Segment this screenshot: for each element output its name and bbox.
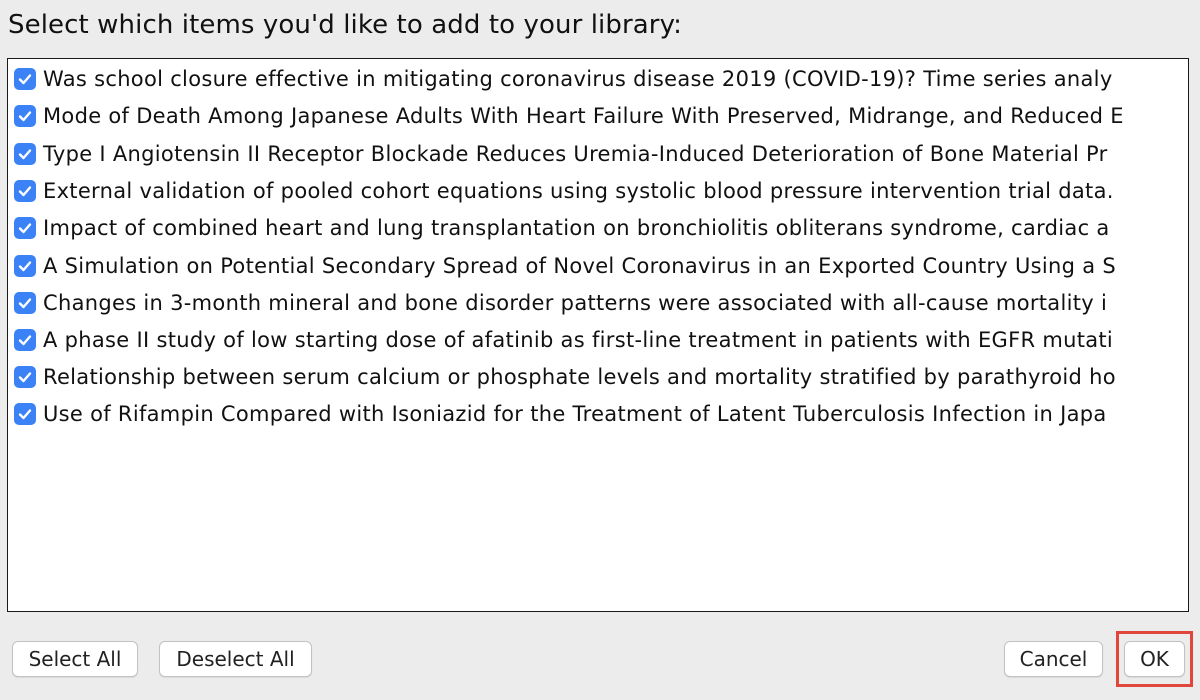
item-label: A Simulation on Potential Secondary Spread of Novel Coronavirus in an Exported Country Using a S [43, 254, 1117, 278]
checkbox-checked-icon[interactable] [14, 68, 36, 90]
item-label: Use of Rifampin Compared with Isoniazid for the Treatment of Latent Tuberculosis Infection in Japa [43, 402, 1107, 426]
list-item[interactable] [14, 176, 1114, 206]
item-label: Type I Angiotensin II Receptor Blockade Reduces Uremia-Induced Deterioration of Bone Material Pr [43, 142, 1108, 166]
list-item[interactable] [14, 213, 1110, 243]
item-label: A phase II study of low starting dose of afatinib as first-line treatment in patients with EGFR mutati [43, 328, 1114, 352]
deselect-all-button[interactable]: Deselect All [159, 641, 312, 677]
checkbox-checked-icon[interactable] [14, 403, 36, 425]
list-item[interactable] [14, 139, 1108, 169]
list-item[interactable] [14, 288, 1107, 318]
list-item[interactable] [14, 325, 1113, 355]
select-all-button[interactable]: Select All [12, 641, 138, 677]
item-label: Was school closure effective in mitigating coronavirus disease 2019 (COVID-19)? Time series analy [43, 67, 1113, 91]
list-item[interactable] [14, 251, 1116, 281]
items-list[interactable] [7, 58, 1189, 612]
dialog-prompt: Select which items you'd like to add to your library: [8, 10, 683, 40]
ok-button[interactable]: OK [1124, 641, 1185, 677]
checkbox-checked-icon[interactable] [14, 217, 36, 239]
checkbox-checked-icon[interactable] [14, 366, 36, 388]
checkbox-checked-icon[interactable] [14, 180, 36, 202]
ok-button-highlight [1116, 631, 1193, 687]
cancel-button[interactable]: Cancel [1004, 641, 1103, 677]
list-item[interactable] [14, 399, 1107, 429]
item-label: Impact of combined heart and lung transplantation on bronchiolitis obliterans syndrome, cardiac a [43, 216, 1110, 240]
checkbox-checked-icon[interactable] [14, 143, 36, 165]
item-label: Changes in 3-month mineral and bone disorder patterns were associated with all-cause mortality i [43, 291, 1108, 315]
list-item[interactable] [14, 362, 1116, 392]
item-label: External validation of pooled cohort equations using systolic blood pressure intervention trial data. [43, 179, 1114, 203]
checkbox-checked-icon[interactable] [14, 329, 36, 351]
checkbox-checked-icon[interactable] [14, 292, 36, 314]
item-label: Mode of Death Among Japanese Adults With Heart Failure With Preserved, Midrange, and Reduced E [43, 104, 1124, 128]
item-label: Relationship between serum calcium or phosphate levels and mortality stratified by parathyroid ho [43, 365, 1116, 389]
list-item[interactable] [14, 101, 1124, 131]
list-item[interactable] [14, 64, 1113, 94]
checkbox-checked-icon[interactable] [14, 255, 36, 277]
checkbox-checked-icon[interactable] [14, 105, 36, 127]
